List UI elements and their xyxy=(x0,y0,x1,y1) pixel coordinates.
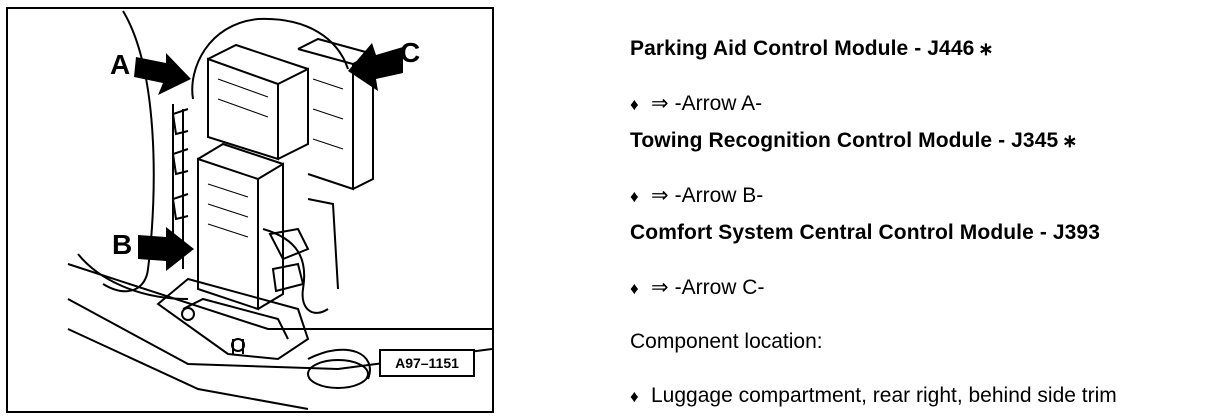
label-c: C xyxy=(400,37,421,68)
module-b-body xyxy=(198,159,258,309)
frame-rail xyxy=(192,19,348,99)
arrow-reference-link[interactable]: -Arrow A- xyxy=(674,92,763,115)
legend-bullet-arrow-a xyxy=(630,91,762,116)
asterisk-marker: ∗ xyxy=(978,39,994,59)
component-location-label: Component location: xyxy=(630,330,823,353)
diamond-bullet-icon: ♦ xyxy=(630,95,639,114)
title-text: Parking Aid Control Module - J446 xyxy=(630,37,975,60)
legend-bullet-arrow-c xyxy=(630,275,764,300)
bolt xyxy=(182,308,194,320)
location-bullet xyxy=(630,384,1117,408)
diamond-bullet-icon: ♦ xyxy=(630,187,639,206)
legend-title-j446 xyxy=(630,37,994,61)
double-arrow-icon: ⇒ xyxy=(651,92,669,115)
location-text: Luggage compartment, rear right, behind side trim xyxy=(651,384,1117,407)
figure-reference-number: A97–1151 xyxy=(379,349,475,377)
legend-title-j393 xyxy=(630,221,1100,245)
title-text: Comfort System Central Control Module - J393 xyxy=(630,221,1100,244)
label-b: B xyxy=(112,229,133,260)
double-arrow-icon: ⇒ xyxy=(651,184,669,207)
arrow-reference-link[interactable]: -Arrow B- xyxy=(674,184,764,207)
asterisk-marker: ∗ xyxy=(1062,131,1078,151)
legend-bullet-arrow-b xyxy=(630,183,763,208)
diamond-bullet-icon: ♦ xyxy=(630,387,639,406)
diamond-bullet-icon: ♦ xyxy=(630,279,639,298)
title-text: Towing Recognition Control Module - J345 xyxy=(630,129,1059,152)
arrow-a-indicator xyxy=(134,53,191,95)
legend-title-j345 xyxy=(630,129,1077,153)
arrow-b-indicator xyxy=(138,227,194,271)
label-a: A xyxy=(110,49,131,80)
component-illustration xyxy=(6,7,494,413)
double-arrow-icon: ⇒ xyxy=(651,276,669,299)
module-a-body xyxy=(208,59,278,159)
arrow-reference-link[interactable]: -Arrow C- xyxy=(674,276,765,299)
